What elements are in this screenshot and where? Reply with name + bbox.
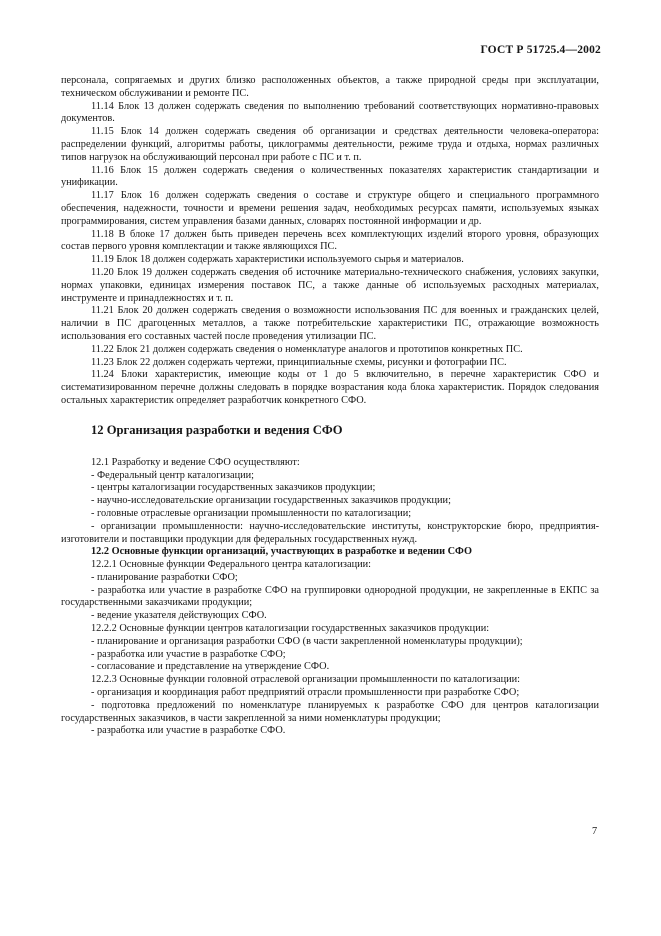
paragraph: 12.2.1 Основные функции Федерального центра каталогизации: <box>91 559 371 571</box>
section-12-content <box>61 457 599 739</box>
paragraph: 11.14 Блок 13 должен содержать сведения по выполнению требований соответствующих нормативно-правовых документов. <box>61 100 599 125</box>
paragraph: - ведение указателя действующих СФО. <box>91 610 267 622</box>
paragraph: 11.19 Блок 18 должен содержать характеристики используемого сырья и материалов. <box>91 254 464 266</box>
page-number: 7 <box>592 826 598 837</box>
paragraph: 11.18 В блоке 17 должен быть приведен перечень всех комплектующих изделий второго уровня, образующих состав первого уровня комплектации и также являющихся ПС. <box>61 228 599 253</box>
section-11-continuation <box>61 75 599 408</box>
paragraph: 12.2.3 Основные функции головной отраслевой организации промышленности по каталогизации: <box>91 674 520 686</box>
paragraph: - планирование разработки СФО; <box>91 571 238 583</box>
paragraph: 11.21 Блок 20 должен содержать сведения о возможности использования ПС для военных и гражданских целей, наличии в ПС драгоценных металлов, а также потребительские характеристики ПС, отражающие возможность использования его составных частей после проведения утилизации ПС. <box>61 305 599 342</box>
paragraph: - центры каталогизации государственных заказчиков продукции; <box>91 482 376 494</box>
paragraph: 11.15 Блок 14 должен содержать сведения об организации и средствах деятельности человека-оператора: распределении функций, алгоритмы работы, циклограммы деятельности, режиме труда и отдыха, нормах различных типов нагрузок на обслуживающий персонал при работе с ПС и т. п. <box>61 126 599 163</box>
paragraph: 11.20 Блок 19 должен содержать сведения об источнике материально-технического снабжения, условиях закупки, нормах упаковки, единицах измерения поставок ПС, а также данные об используемых расходных материалах, инструменте и принадлежностях и т. п. <box>61 266 599 304</box>
paragraph: 11.24 Блоки характеристик, имеющие коды от 1 до 5 включительно, в перечне характеристик СФО и систематизированном перечне должны следовать в порядке возрастания кода блока характеристик. Порядок следования остальных характеристик определяет разработчик конкретного СФО. <box>61 369 599 406</box>
paragraph: - планирование и организация разработки СФО (в части закрепленной номенклатуры продукции); <box>91 635 523 647</box>
standard-header: ГОСТ Р 51725.4—2002 <box>480 44 601 56</box>
paragraph: 12.1 Разработку и ведение СФО осуществляют: <box>91 456 300 468</box>
paragraph: - научно-исследовательские организации государственных заказчиков продукции; <box>91 495 451 507</box>
paragraph: 11.17 Блок 16 должен содержать сведения о составе и структуре общего и специального программного обеспечения, надежности, точности и времени решения задач, необходимых ресурсах памяти, используемых языках программирования, систем управления базами данных, словарях постоянной информации и др. <box>61 190 599 227</box>
paragraph: 12.2.2 Основные функции центров каталогизации государственных заказчиков продукции: <box>91 623 490 635</box>
paragraph: 12.2 Основные функции организаций, участвующих в разработке и ведении СФО <box>91 546 473 558</box>
paragraph: - головные отраслевые организации промышленности по каталогизации; <box>91 507 412 519</box>
section-heading: 12 Организация разработки и ведения СФО <box>91 422 343 437</box>
paragraph: 11.16 Блок 15 должен содержать сведения о количественных показателях характеристик стандартизации и унификации. <box>61 164 599 189</box>
paragraph: - разработка или участие в разработке СФО; <box>91 648 286 660</box>
document-body <box>61 75 599 738</box>
paragraph: - организация и координация работ предприятий отрасли промышленности при разработке СФО; <box>91 687 520 699</box>
paragraph: - согласование и представление на утверждение СФО. <box>91 661 330 673</box>
paragraph: - разработка или участие в разработке СФО. <box>91 725 286 737</box>
paragraph: - Федеральный центр каталогизации; <box>91 469 254 481</box>
paragraph: персонала, сопрягаемых и других близко расположенных объектов, а также природной среды при эксплуатации, техническом обслуживании и ремонте ПС. <box>61 75 599 99</box>
paragraph: - подготовка предложений по номенклатуре планируемых к разработке СФО для центров каталогизации государственных заказчиков, в части закрепленной за ними номенклатуры продукции; <box>61 699 599 724</box>
paragraph: - организации промышленности: научно-исследовательские институты, конструкторские бюро, предприятия-изготовители и поставщики продукции для федеральных государственных нужд. <box>61 520 599 545</box>
paragraph: - разработка или участие в разработке СФО на группировки однородной продукции, не закрепленные в ЕКПС за государственными заказчиками продукции; <box>61 584 599 609</box>
paragraph: 11.22 Блок 21 должен содержать сведения о номенклатуре аналогов и прототипов конкретных ПС. <box>91 343 523 355</box>
paragraph: 11.23 Блок 22 должен содержать чертежи, принципиальные схемы, рисунки и фотографии ПС. <box>91 356 507 368</box>
